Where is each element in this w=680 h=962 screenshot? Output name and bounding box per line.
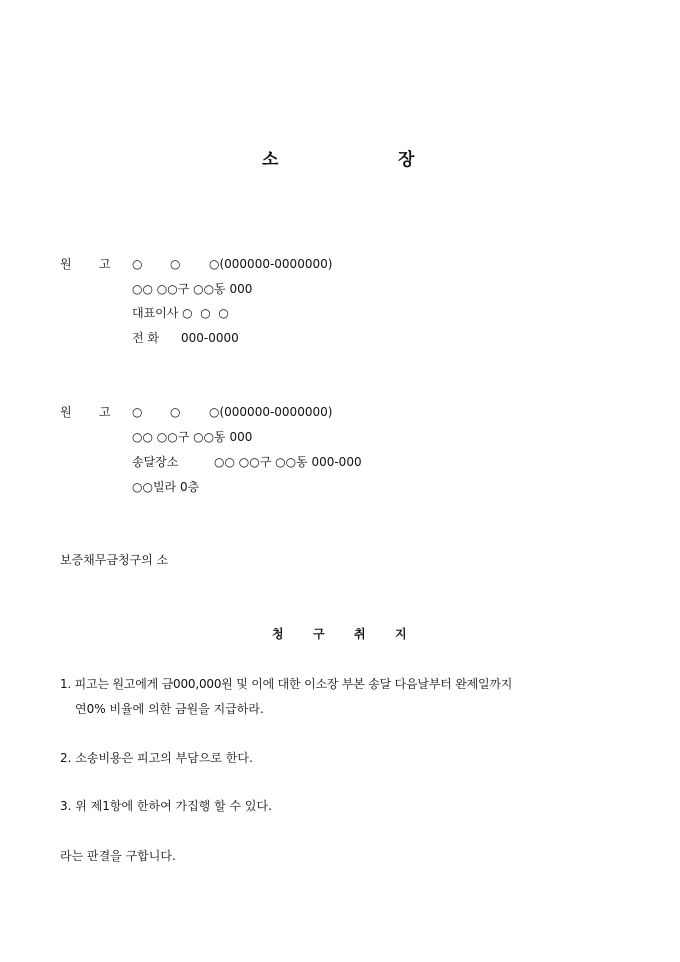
defendant-delivery-label: 송달장소 (132, 455, 179, 469)
claims-heading-char-4: 지 (395, 627, 407, 641)
plaintiff-representative: 대표이사 ○ ○ ○ (132, 306, 229, 320)
plaintiff-label-2: 고 (99, 257, 111, 271)
defendant-name-2: ○ (170, 405, 181, 419)
plaintiff-label-1: 원 (60, 257, 72, 271)
closing-text: 라는 판결을 구합니다. (60, 849, 176, 863)
defendant-name-3: ○(000000-0000000) (209, 405, 333, 419)
claim-item-2: 2. 소송비용은 피고의 부담으로 한다. (60, 751, 253, 765)
defendant-address: ○○ ○○구 ○○동 000 (132, 430, 253, 444)
defendant-delivery-address: ○○ ○○구 ○○동 000-000 (214, 455, 362, 469)
defendant-label-2: 고 (99, 405, 111, 419)
plaintiff-phone-label: 전 화 (132, 331, 159, 345)
claim-item-1-line-1: 1. 피고는 원고에게 금000,000원 및 이에 대한 이소장 부본 송달 다음날부터 완제일까지 (60, 677, 513, 691)
plaintiff-name-3: ○(000000-0000000) (209, 257, 333, 271)
defendant-name-1: ○ (132, 405, 143, 419)
plaintiff-name-2: ○ (170, 257, 181, 271)
title-left: 소 (262, 150, 279, 170)
defendant-delivery-address-2: ○○빌라 0층 (132, 480, 200, 494)
defendant-label-1: 원 (60, 405, 72, 419)
claim-item-3: 3. 위 제1항에 한하여 가집행 할 수 있다. (60, 799, 272, 813)
case-name: 보증채무금청구의 소 (60, 553, 169, 567)
claims-heading-char-2: 구 (313, 627, 325, 641)
claims-heading-char-1: 청 (272, 627, 284, 641)
claim-item-1-line-2: 연0% 비율에 의한 금원을 지급하라. (75, 702, 264, 716)
plaintiff-phone: 000-0000 (181, 331, 239, 345)
plaintiff-address: ○○ ○○구 ○○동 000 (132, 282, 253, 296)
claims-heading-char-3: 취 (354, 627, 366, 641)
plaintiff-name-1: ○ (132, 257, 143, 271)
title-right: 장 (398, 150, 415, 170)
